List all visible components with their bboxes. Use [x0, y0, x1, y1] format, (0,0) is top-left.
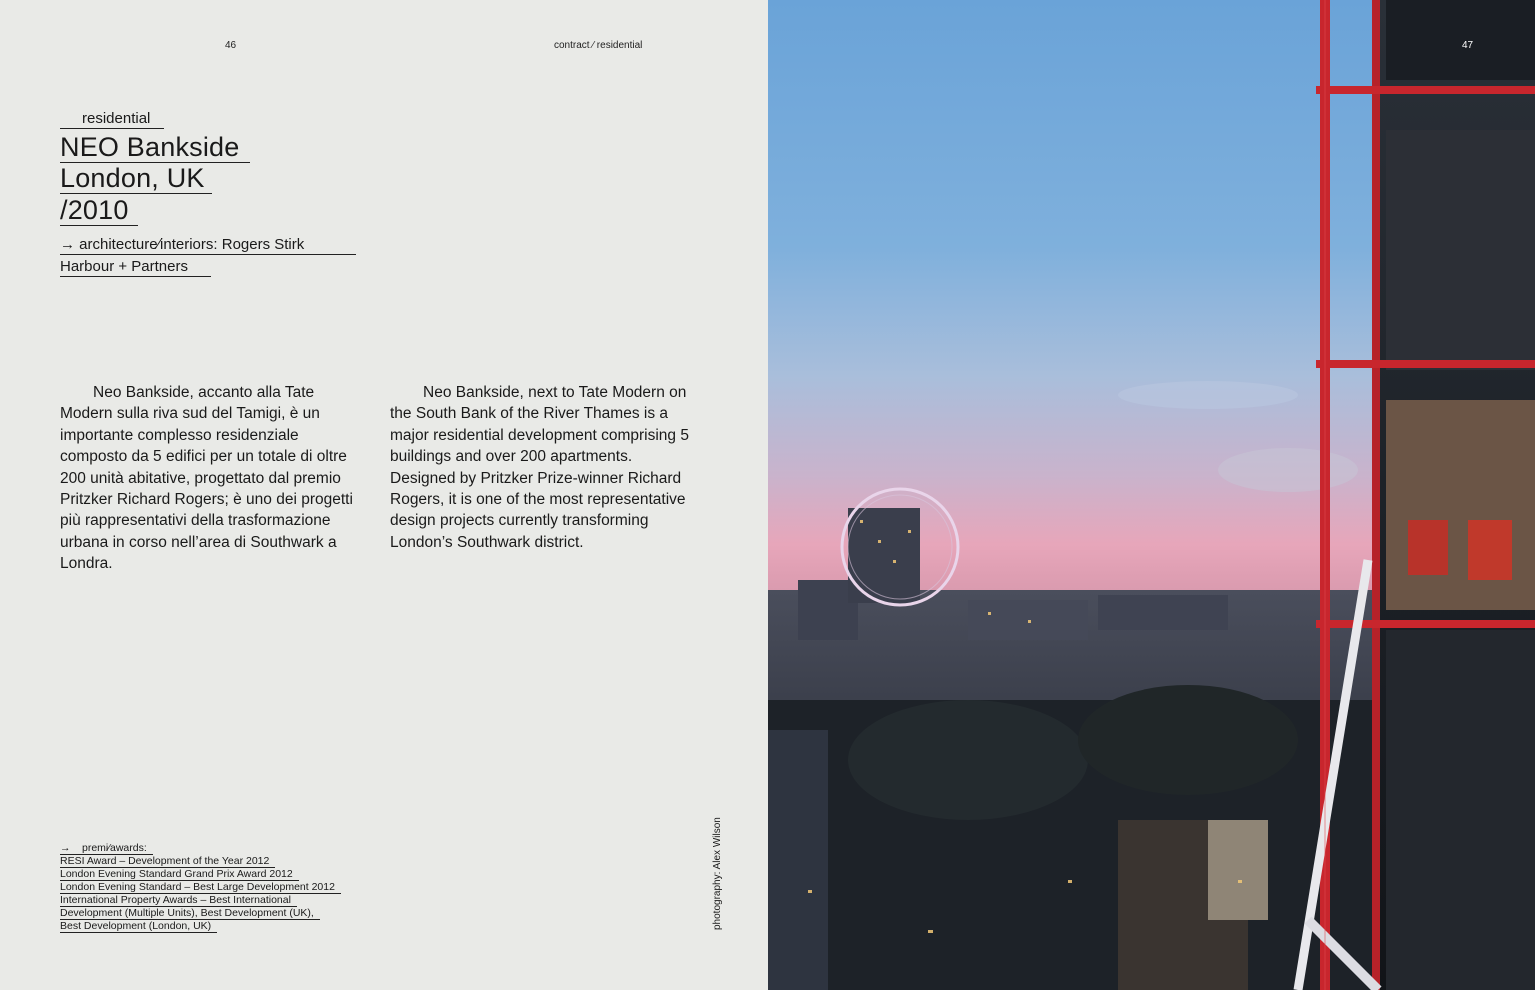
project-location: London, UK [60, 163, 212, 194]
trees [1078, 685, 1298, 795]
red-steel-beam [1316, 86, 1535, 94]
arrow-icon: → [60, 236, 75, 253]
photo-credit: photography: Alex Wilson [712, 817, 723, 930]
award-item: RESI Award – Development of the Year 2012 [60, 855, 341, 868]
building-left [768, 730, 828, 990]
page-number-right: 47 [1462, 40, 1474, 51]
red-armchair [1408, 520, 1448, 575]
church-tower [1208, 820, 1268, 920]
red-armchair [1468, 520, 1512, 580]
award-item: Best Development (London, UK) [60, 920, 341, 933]
trees [848, 700, 1088, 820]
awards-list [60, 842, 341, 933]
credit-line-1 [60, 235, 356, 255]
award-item: Development (Multiple Units), Best Development (UK), [60, 907, 341, 920]
london-dusk-photo [768, 0, 1535, 990]
red-steel-column [1372, 0, 1380, 990]
floor-glazing [1386, 130, 1535, 370]
section-header: contract ⁄ residential [554, 40, 643, 51]
cloud [1218, 448, 1358, 492]
cloud [1118, 381, 1298, 409]
award-item: International Property Awards – Best International [60, 894, 341, 907]
award-item: London Evening Standard Grand Prix Award 2012 [60, 868, 341, 881]
project-title: NEO Bankside [60, 132, 250, 163]
page-number-left: 46 [225, 40, 237, 51]
red-steel-beam [1316, 360, 1535, 368]
credit-line-2: Harbour + Partners [60, 257, 211, 277]
red-steel-beam [1316, 620, 1535, 628]
project-year: /2010 [60, 195, 138, 226]
awards-heading: premi⁄awards: [60, 842, 341, 855]
arrow-icon: → [60, 842, 71, 854]
category-tag: residential [60, 110, 164, 129]
lit-apartment [1386, 400, 1535, 610]
credit-text-1: architecture⁄interiors: Rogers Stirk [79, 236, 305, 253]
body-text-english: Neo Bankside, next to Tate Modern on the South Bank of the River Thames is a major residential development comprising 5 buildings and over 200 apartments. Designed by Pritzker Prize-winner Richard Rogers, it is one of the most representative design projects currently transforming London’s Southwark district. [390, 384, 689, 551]
building [1098, 595, 1228, 630]
floor-glazing [1386, 0, 1535, 80]
right-page-photo [768, 0, 1535, 990]
floor-glazing [1386, 630, 1535, 990]
body-text-italian: Neo Bankside, accanto alla Tate Modern sulla riva sud del Tamigi, è un importante complesso residenziale composto da 5 edifici per un totale di oltre 200 unità abitative, progettato dal premio Pritzker Richard Rogers; è uno dei progetti più rappresentativi della trasformazione urbana in corso nell’area di Southwark a Londra. [60, 384, 353, 573]
award-item: London Evening Standard – Best Large Development 2012 [60, 881, 341, 894]
